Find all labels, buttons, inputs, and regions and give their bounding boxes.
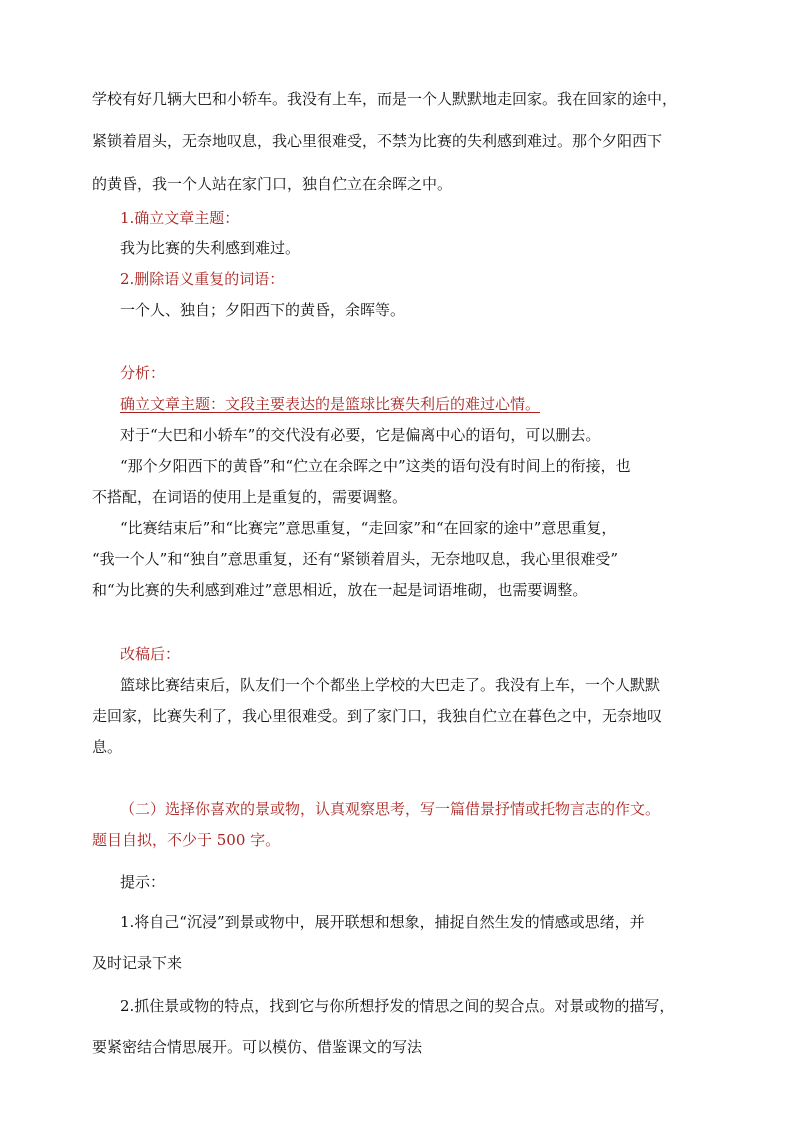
tips-label: 提示：	[120, 873, 166, 891]
revised-line: 息。	[92, 738, 123, 756]
step-heading-theme: 1.确立文章主题：	[120, 209, 240, 227]
analysis-theme: 确立文章主题：文段主要表达的是篮球比赛失利后的难过心情。	[120, 395, 541, 413]
paragraph-line: 的黄昏，我一个人站在家门口，独自伫立在余晖之中。	[92, 175, 453, 193]
tip-line: 2.抓住景或物的特点，找到它与你所想抒发的情思之间的契合点。对景或物的描写，	[120, 997, 675, 1015]
revised-line: 篮球比赛结束后，队友们一个个都坐上学校的大巴走了。我没有上车，一个人默默	[120, 676, 661, 694]
analysis-label: 分析：	[120, 364, 166, 382]
analysis-line: 不搭配，在词语的使用上是重复的，需要调整。	[92, 488, 408, 506]
tip-line: 及时记录下来	[92, 954, 183, 972]
paragraph-line: 学校有好几辆大巴和小轿车。我没有上车，而是一个人默默地走回家。我在回家的途中，	[92, 90, 678, 108]
step-heading-delete: 2.删除语义重复的词语：	[120, 270, 285, 288]
task-prompt-line: 题目自拟，不少于 500 字。	[92, 831, 281, 849]
analysis-line: “我一个人”和“独自”意思重复，还有“紧锁着眉头，无奈地叹息，我心里很难受”	[92, 550, 619, 568]
tip-line: 要紧密结合情思展开。可以模仿、借鉴课文的写法	[92, 1038, 423, 1056]
analysis-line: “那个夕阳西下的黄昏”和“伫立在余晖之中”这类的语句没有时间上的衔接，也	[120, 457, 631, 475]
tip-line: 1.将自己“沉浸”到景或物中，展开联想和想象，捕捉自然生发的情感或思绪，并	[120, 913, 645, 931]
analysis-line: “比赛结束后”和“比赛完”意思重复，“走回家”和“在回家的途中”意思重复，	[120, 519, 617, 537]
step-text-delete: 一个人、独自；夕阳西下的黄昏，余晖等。	[120, 301, 406, 319]
step-text-theme: 我为比赛的失利感到难过。	[120, 239, 301, 257]
revised-line: 走回家，比赛失利了，我心里很难受。到了家门口，我独自伫立在暮色之中，无奈地叹	[92, 707, 663, 725]
analysis-line: 和“为比赛的失利感到难过”意思相近，放在一起是词语堆砌，也需要调整。	[92, 581, 588, 599]
paragraph-line: 紧锁着眉头，无奈地叹息，我心里很难受，不禁为比赛的失利感到难过。那个夕阳西下	[92, 132, 663, 150]
task-prompt-line: （二）选择你喜欢的景或物，认真观察思考，写一篇借景抒情或托物言志的作文。	[120, 800, 661, 818]
analysis-line: 对于“大巴和小轿车”的交代没有必要，它是偏离中心的语句，可以删去。	[120, 426, 601, 444]
revised-label: 改稿后：	[120, 645, 181, 663]
